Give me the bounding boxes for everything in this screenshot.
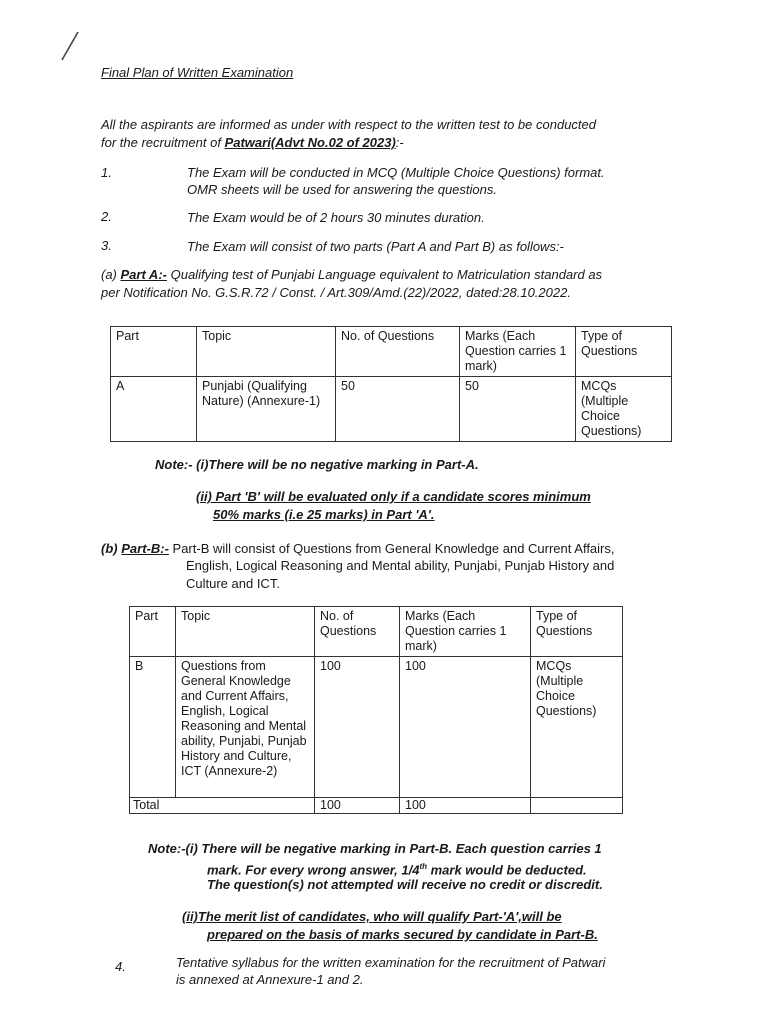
cell-type: MCQs (Multiple Choice Questions) bbox=[531, 657, 623, 798]
point-4-line-1: Tentative syllabus for the written examination for the recruitment of Patwari bbox=[176, 955, 606, 970]
point-4-number: 4. bbox=[115, 959, 126, 974]
part-a-note-1: Note:- (i)There will be no negative marking in Part-A. bbox=[155, 457, 479, 472]
cell-no-of-questions: 100 bbox=[315, 657, 400, 798]
header-marks: Marks (Each Question carries 1 mark) bbox=[400, 607, 531, 657]
part-a-line-1 bbox=[101, 266, 602, 283]
part-a-desc: Qualifying test of Punjabi Language equivalent to Matriculation standard as bbox=[170, 267, 603, 282]
header-part: Part bbox=[111, 327, 197, 377]
intro-line-1: All the aspirants are informed as under with respect to the written test to be conducted bbox=[101, 117, 596, 132]
advt-reference: Patwari(Advt No.02 of 2023) bbox=[224, 135, 396, 150]
cell-no-of-questions: 50 bbox=[336, 377, 460, 442]
part-b-line-1 bbox=[101, 540, 615, 557]
cell-total-questions: 100 bbox=[315, 798, 400, 814]
table-row bbox=[130, 657, 623, 798]
header-type: Type of Questions bbox=[576, 327, 672, 377]
page-title: Final Plan of Written Examination bbox=[101, 65, 294, 80]
point-3-text: The Exam will consist of two parts (Part A and Part B) as follows:- bbox=[187, 239, 564, 254]
note-superscript: th bbox=[419, 862, 427, 871]
cell-part: B bbox=[130, 657, 176, 798]
header-part: Part bbox=[130, 607, 176, 657]
point-2-number: 2. bbox=[101, 209, 112, 224]
cell-marks: 50 bbox=[460, 377, 576, 442]
header-topic: Topic bbox=[197, 327, 336, 377]
cell-marks: 100 bbox=[400, 657, 531, 798]
table-row bbox=[111, 377, 672, 442]
part-b-line-2: English, Logical Reasoning and Mental ability, Punjabi, Punjab History and bbox=[186, 558, 615, 573]
part-a-line-2: per Notification No. G.S.R.72 / Const. / Art.309/Amd.(22)/2022, dated:28.10.2022. bbox=[101, 285, 571, 300]
part-a-label: Part A:- bbox=[120, 267, 167, 282]
point-3-number: 3. bbox=[101, 238, 112, 253]
cell-part: A bbox=[111, 377, 197, 442]
part-b-note-1-line-3: The question(s) not attempted will receive no credit or discredit. bbox=[207, 877, 603, 892]
pen-mark-icon bbox=[58, 30, 82, 64]
point-1-number: 1. bbox=[101, 165, 112, 180]
part-b-prefix: (b) bbox=[101, 541, 118, 556]
cell-total-type bbox=[531, 798, 623, 814]
note-text-b: mark would be deducted. bbox=[427, 862, 587, 878]
part-a-table bbox=[110, 326, 672, 442]
header-type: Type of Questions bbox=[531, 607, 623, 657]
cell-total-label: Total bbox=[130, 798, 315, 814]
table-header-row bbox=[111, 327, 672, 377]
part-b-label: Part-B:- bbox=[121, 541, 169, 556]
part-b-line-3: Culture and ICT. bbox=[186, 576, 280, 591]
point-4-line-2: is annexed at Annexure-1 and 2. bbox=[176, 972, 364, 987]
part-a-note-2-line-1: (ii) Part 'B' will be evaluated only if a candidate scores minimum bbox=[196, 489, 591, 504]
point-2-text: The Exam would be of 2 hours 30 minutes duration. bbox=[187, 210, 485, 225]
intro-line-2 bbox=[101, 134, 404, 151]
part-b-desc: Part-B will consist of Questions from General Knowledge and Current Affairs, bbox=[172, 541, 615, 556]
cell-type: MCQs (Multiple Choice Questions) bbox=[576, 377, 672, 442]
part-b-note-2-line-1: (ii)The merit list of candidates, who will qualify Part-'A',will be bbox=[182, 909, 562, 924]
cell-topic: Questions from General Knowledge and Current Affairs, English, Logical Reasoning and Mental ability, Punjabi, Punjab History and Culture, ICT (Annexure-2) bbox=[176, 657, 315, 798]
intro-suffix: :- bbox=[395, 135, 404, 150]
part-b-note-1-line-1: Note:-(i) There will be negative marking in Part-B. Each question carries 1 bbox=[148, 841, 602, 856]
header-no-of-questions: No. of Questions bbox=[336, 327, 460, 377]
table-header-row bbox=[130, 607, 623, 657]
cell-total-marks: 100 bbox=[400, 798, 531, 814]
header-no-of-questions: No. of Questions bbox=[315, 607, 400, 657]
part-b-note-2-line-2: prepared on the basis of marks secured by candidate in Part-B. bbox=[207, 927, 598, 942]
note-text-a: mark. For every wrong answer, 1/4 bbox=[207, 862, 420, 878]
part-b-table bbox=[129, 606, 623, 814]
cell-topic: Punjabi (Qualifying Nature) (Annexure-1) bbox=[197, 377, 336, 442]
table-total-row bbox=[130, 798, 623, 814]
point-1-line-1: The Exam will be conducted in MCQ (Multiple Choice Questions) format. bbox=[187, 165, 605, 180]
point-1-line-2: OMR sheets will be used for answering the questions. bbox=[187, 182, 497, 197]
header-topic: Topic bbox=[176, 607, 315, 657]
intro-prefix: for the recruitment of bbox=[101, 135, 221, 150]
part-a-note-2-line-2: 50% marks (i.e 25 marks) in Part 'A'. bbox=[213, 507, 435, 522]
part-a-prefix: (a) bbox=[101, 267, 117, 282]
header-marks: Marks (Each Question carries 1 mark) bbox=[460, 327, 576, 377]
